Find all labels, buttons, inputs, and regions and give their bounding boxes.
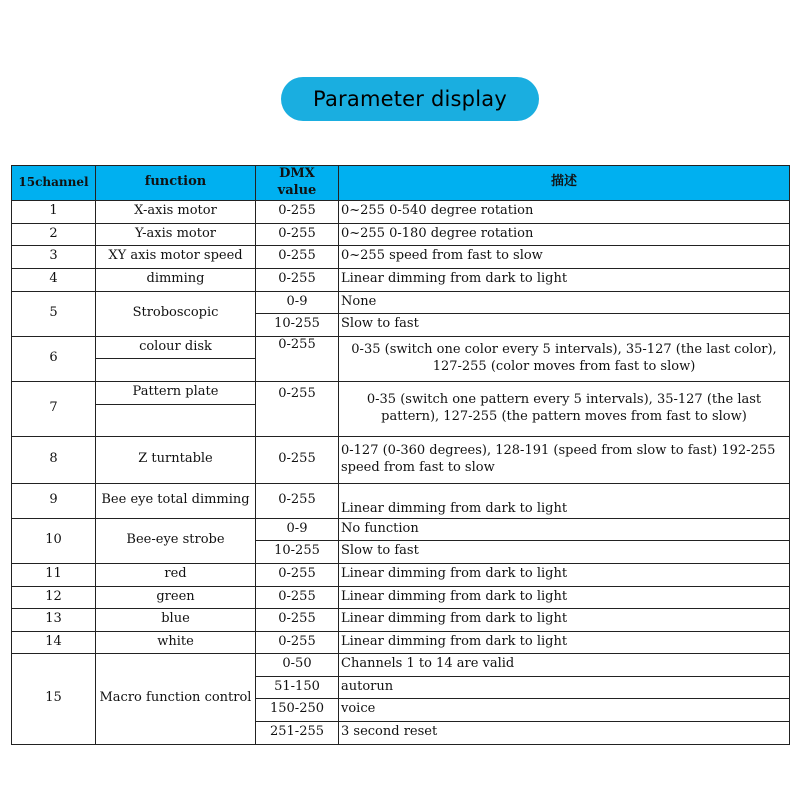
function-cell: green <box>96 586 256 608</box>
function-cell: Z turntable <box>96 436 256 483</box>
description-cell: 0~255 0-540 degree rotation <box>339 200 790 223</box>
dmx-cell: 0-50 <box>256 653 339 676</box>
description-cell: Channels 1 to 14 are valid <box>339 653 790 676</box>
page-title: Parameter display <box>281 77 539 121</box>
function-cell: Bee-eye strobe <box>96 518 256 563</box>
function-cell: colour disk <box>96 336 256 358</box>
dmx-cell: 0-255 <box>256 631 339 653</box>
description-cell: Linear dimming from dark to light <box>339 483 790 518</box>
table-row <box>12 200 790 223</box>
function-cell: red <box>96 563 256 586</box>
dmx-cell: 0-255 <box>256 200 339 223</box>
dmx-cell: 0-9 <box>256 518 339 540</box>
table-row <box>12 291 790 313</box>
description-cell: Linear dimming from dark to light <box>339 563 790 586</box>
channel-cell: 13 <box>12 608 96 631</box>
description-cell: 0~255 0-180 degree rotation <box>339 223 790 245</box>
dmx-cell: 0-255 <box>256 268 339 291</box>
table-row <box>12 268 790 291</box>
dmx-cell: 51-150 <box>256 676 339 698</box>
header-channel: 15channel <box>12 166 96 201</box>
channel-cell: 10 <box>12 518 96 563</box>
description-cell: 0~255 speed from fast to slow <box>339 245 790 268</box>
function-cell: Stroboscopic <box>96 291 256 336</box>
dmx-cell: 150-250 <box>256 698 339 721</box>
table-header-row <box>12 166 790 201</box>
function-cell: Pattern plate <box>96 381 256 404</box>
table-row <box>12 608 790 631</box>
table-row <box>12 245 790 268</box>
description-cell: 0-35 (switch one pattern every 5 intervals), 35-127 (the last pattern), 127-255 (the pattern moves from fast to slow) <box>339 381 790 436</box>
channel-cell: 14 <box>12 631 96 653</box>
function-cell: X-axis motor <box>96 200 256 223</box>
channel-cell: 4 <box>12 268 96 291</box>
empty-cell <box>96 358 256 381</box>
channel-cell: 11 <box>12 563 96 586</box>
dmx-cell: 0-255 <box>256 223 339 245</box>
channel-cell: 12 <box>12 586 96 608</box>
channel-cell: 8 <box>12 436 96 483</box>
table-row <box>12 563 790 586</box>
dmx-cell: 0-255 <box>256 483 339 518</box>
dmx-cell: 0-255 <box>256 563 339 586</box>
dmx-cell: 0-255 <box>256 436 339 483</box>
function-cell: Macro function control <box>96 653 256 744</box>
channel-cell: 1 <box>12 200 96 223</box>
function-cell: blue <box>96 608 256 631</box>
description-cell: Linear dimming from dark to light <box>339 631 790 653</box>
description-cell: Linear dimming from dark to light <box>339 608 790 631</box>
description-cell: Linear dimming from dark to light <box>339 268 790 291</box>
parameter-table <box>11 165 790 745</box>
description-cell: 3 second reset <box>339 721 790 744</box>
channel-cell: 7 <box>12 381 96 436</box>
dmx-cell: 0-255 <box>256 381 339 436</box>
function-cell: Bee eye total dimming <box>96 483 256 518</box>
description-cell: Slow to fast <box>339 540 790 563</box>
function-cell: Y-axis motor <box>96 223 256 245</box>
header-function: function <box>96 166 256 201</box>
dmx-cell: 0-255 <box>256 608 339 631</box>
description-cell: Linear dimming from dark to light <box>339 586 790 608</box>
dmx-cell: 0-9 <box>256 291 339 313</box>
channel-cell: 5 <box>12 291 96 336</box>
table-row <box>12 586 790 608</box>
function-cell: XY axis motor speed <box>96 245 256 268</box>
empty-cell <box>96 404 256 436</box>
description-cell: No function <box>339 518 790 540</box>
table-row <box>12 336 790 358</box>
table-row <box>12 518 790 540</box>
channel-cell: 15 <box>12 653 96 744</box>
table-row <box>12 381 790 404</box>
table-row <box>12 653 790 676</box>
dmx-cell: 10-255 <box>256 540 339 563</box>
dmx-cell: 0-255 <box>256 586 339 608</box>
description-cell: 0-127 (0-360 degrees), 128-191 (speed from slow to fast) 192-255 speed from fast to slow <box>339 436 790 483</box>
description-cell: Slow to fast <box>339 313 790 336</box>
channel-cell: 9 <box>12 483 96 518</box>
dmx-cell: 251-255 <box>256 721 339 744</box>
table-row <box>12 223 790 245</box>
table-row <box>12 631 790 653</box>
description-cell: autorun <box>339 676 790 698</box>
channel-cell: 2 <box>12 223 96 245</box>
table-row <box>12 483 790 518</box>
dmx-cell: 0-255 <box>256 245 339 268</box>
function-cell: white <box>96 631 256 653</box>
channel-cell: 6 <box>12 336 96 381</box>
dmx-cell: 10-255 <box>256 313 339 336</box>
dmx-cell: 0-255 <box>256 336 339 381</box>
description-cell: 0-35 (switch one color every 5 intervals), 35-127 (the last color), 127-255 (color moves from fast to slow) <box>339 336 790 381</box>
description-cell: voice <box>339 698 790 721</box>
channel-cell: 3 <box>12 245 96 268</box>
function-cell: dimming <box>96 268 256 291</box>
description-cell: None <box>339 291 790 313</box>
header-dmx-value: DMX value <box>256 166 339 201</box>
table-row <box>12 436 790 483</box>
header-description: 描述 <box>339 166 790 201</box>
